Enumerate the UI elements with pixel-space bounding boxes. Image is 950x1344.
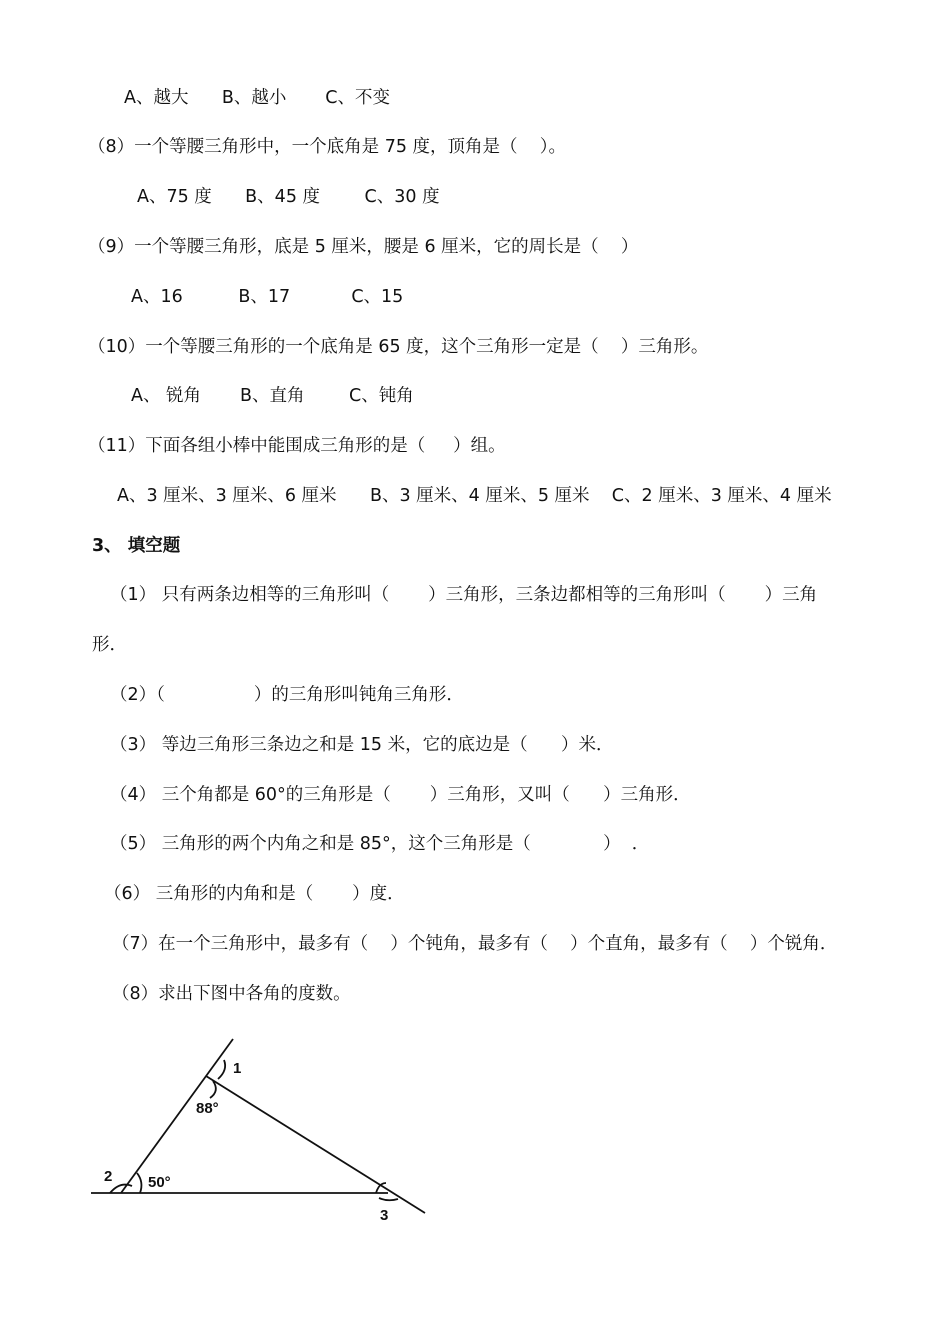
angle-label-2: 2 — [104, 1168, 113, 1185]
fill-1-continuation: 形． — [92, 635, 127, 655]
angle-88-arc — [210, 1081, 216, 1098]
fill-7: （7）在一个三角形中，最多有（ ）个钝角，最多有（ ）个直角，最多有（ ）个锐角． — [112, 934, 838, 954]
fill-2: （2）（ ）的三角形叫钝角三角形． — [110, 685, 464, 705]
angle-label-1: 1 — [233, 1060, 242, 1077]
angle-1-arc — [218, 1060, 225, 1079]
q9-options: A、16 B、17 C、15 — [131, 287, 404, 307]
angle-label-3: 3 — [380, 1207, 389, 1224]
q8-options: A、75 度 B、45 度 C、30 度 — [137, 187, 440, 207]
fill-6: （6） 三角形的内角和是（ ）度． — [104, 884, 405, 904]
q10-options: A、 锐角 B、直角 C、钝角 — [131, 386, 414, 406]
fill-5: （5） 三角形的两个内角之和是 85°，这个三角形是（ ） ． — [110, 834, 650, 854]
triangle-figure — [88, 1036, 433, 1226]
q7-options: A、越大 B、越小 C、不变 — [124, 88, 391, 108]
question-8: （8）一个等腰三角形中，一个底角是 75 度，顶角是（ ）。 — [88, 137, 567, 157]
angle-label-50: 50° — [148, 1174, 171, 1191]
fill-1: （1） 只有两条边相等的三角形叫（ ）三角形，三条边都相等的三角形叫（ ）三角 — [110, 585, 818, 605]
q11-options: A、3 厘米、3 厘米、6 厘米 B、3 厘米、4 厘米、5 厘米 C、2 厘米、3 厘米、4 厘米 — [117, 486, 832, 506]
angle-3-arc — [379, 1198, 398, 1200]
angle-50-arc — [137, 1173, 141, 1193]
fill-4: （4） 三个角都是 60°的三角形是（ ）三角形，又叫（ ）三角形． — [110, 785, 691, 805]
fill-8: （8）求出下图中各角的度数。 — [112, 984, 351, 1004]
angle-label-88: 88° — [196, 1100, 219, 1117]
question-11: （11）下面各组小棒中能围成三角形的是（ ）组。 — [88, 436, 506, 456]
section-3-heading: 3、 填空题 — [92, 536, 181, 556]
question-10: （10）一个等腰三角形的一个底角是 65 度，这个三角形一定是（ ）三角形。 — [88, 337, 709, 357]
fill-3: （3） 等边三角形三条边之和是 15 米，它的底边是（ ）米． — [110, 735, 614, 755]
question-9: （9）一个等腰三角形，底是 5 厘米，腰是 6 厘米，它的周长是（ ） — [88, 237, 639, 257]
